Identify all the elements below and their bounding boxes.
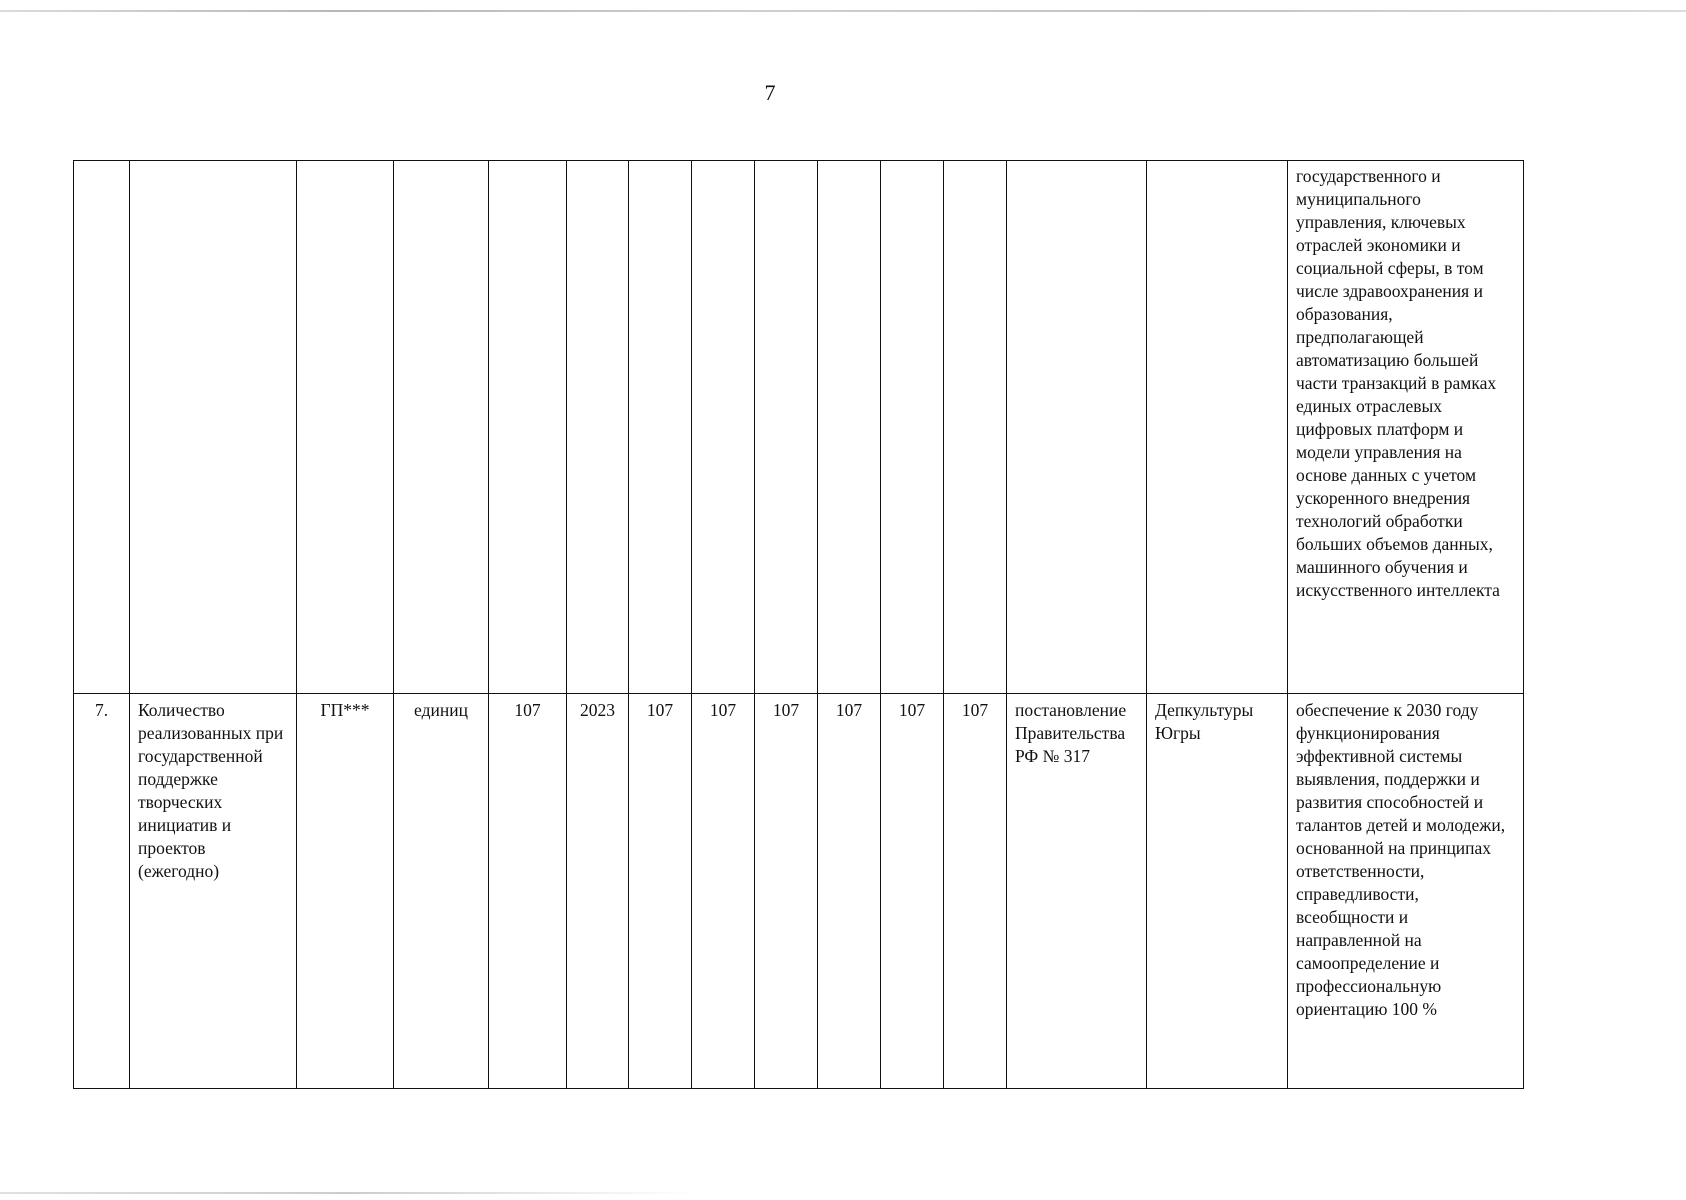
goal-cell: государственного и муниципального управления, ключевых отраслей экономики и социальной сферы, в том числе здравоохранения и образования, предполагающей автоматизацию большей части транзакций в рамках единых отраслевых цифровых платформ и модели управления на основе данных с учетом ускоренного внедрения технологий обработки больших объемов данных, машинного обучения и искусственного интеллекта: [1288, 161, 1524, 694]
value-cell: 107: [818, 694, 881, 1089]
indicators-table: [73, 160, 1524, 1089]
value-cell: 107: [944, 694, 1007, 1089]
row-number-cell: [74, 161, 130, 694]
base-value-cell: 107: [489, 694, 567, 1089]
base-value-cell: [489, 161, 567, 694]
value-cell: 107: [629, 694, 692, 1089]
goal-cell: обеспечение к 2030 году функционирования эффективной системы выявления, поддержки и развития способностей и талантов детей и молодежи, основанной на принципах ответственности, справедливости, всеобщности и направленной на самоопределение и профессиональную ориентацию 100 %: [1288, 694, 1524, 1089]
scan-edge-top: [0, 10, 1686, 12]
page-number: 7: [764, 80, 776, 105]
base-year-cell: [567, 161, 629, 694]
unit-cell: [394, 161, 489, 694]
value-cell: [881, 161, 944, 694]
source-type-cell: [297, 161, 394, 694]
row-number-cell: 7.: [74, 694, 130, 1089]
unit-cell: единиц: [394, 694, 489, 1089]
responsible-cell: [1147, 161, 1288, 694]
responsible-cell: Депкультуры Югры: [1147, 694, 1288, 1089]
base-year-cell: 2023: [567, 694, 629, 1089]
table-row: [74, 161, 1524, 694]
indicator-name-cell: Количество реализованных при государственной поддержке творческих инициатив и проектов (ежегодно): [130, 694, 297, 1089]
value-cell: 107: [755, 694, 818, 1089]
document-cell: [1007, 161, 1147, 694]
document-cell: постановление Правительства РФ № 317: [1007, 694, 1147, 1089]
value-cell: 107: [881, 694, 944, 1089]
value-cell: [692, 161, 755, 694]
scan-edge-bottom: [0, 1192, 700, 1194]
value-cell: [755, 161, 818, 694]
indicator-name-cell: [130, 161, 297, 694]
source-type-cell: ГП***: [297, 694, 394, 1089]
table-row: [74, 694, 1524, 1089]
value-cell: [629, 161, 692, 694]
value-cell: [944, 161, 1007, 694]
value-cell: [818, 161, 881, 694]
value-cell: 107: [692, 694, 755, 1089]
